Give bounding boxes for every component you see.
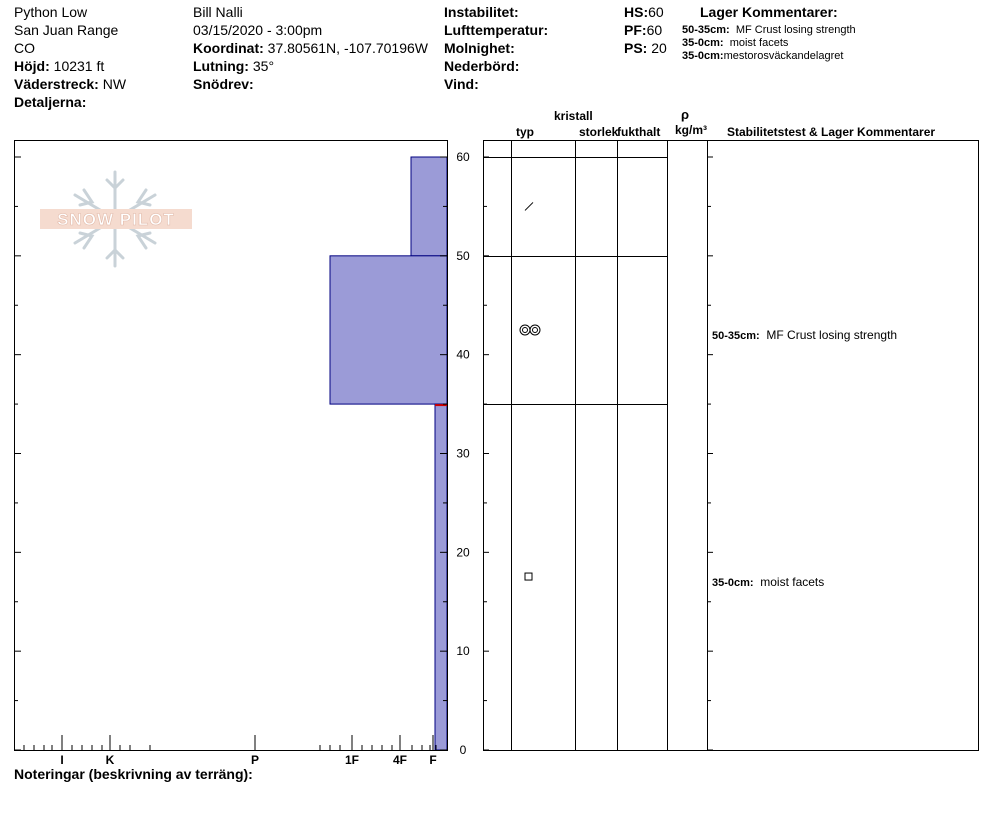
melt-form-inner bbox=[533, 327, 538, 332]
state: CO bbox=[14, 40, 35, 56]
crystal-header: kristall bbox=[554, 109, 593, 123]
x-tick-label: P bbox=[250, 753, 260, 767]
x-tick-label: 1F bbox=[344, 753, 360, 767]
layer-comment-range: 35-0cm: bbox=[682, 37, 724, 49]
density-unit: kg/m³ bbox=[675, 123, 708, 137]
table-comment-text: MF Crust losing strength bbox=[766, 328, 898, 342]
wind-label: Vind: bbox=[444, 76, 479, 92]
observer-name: Bill Nalli bbox=[193, 4, 243, 20]
location-name: Python Low bbox=[14, 4, 88, 20]
aspect-value: NW bbox=[102, 76, 127, 92]
layer-comment-text: mestorosväckandelagret bbox=[723, 50, 844, 62]
notes-label: Noteringar (beskrivning av terräng): bbox=[14, 766, 253, 782]
y-tick-label: 30 bbox=[456, 446, 470, 461]
precipitation-particles-icon bbox=[525, 202, 533, 210]
x-tick-label: I bbox=[60, 753, 64, 767]
y-tick-label: 10 bbox=[456, 644, 470, 659]
y-tick-label: 40 bbox=[456, 347, 470, 362]
air-temp-label: Lufttemperatur: bbox=[444, 22, 549, 38]
melt-form-outer bbox=[530, 325, 540, 335]
layer-comment-text: MF Crust losing strength bbox=[735, 24, 856, 36]
slope-label: Lutning: bbox=[193, 58, 249, 74]
hs-value: 60 bbox=[648, 4, 664, 20]
slope-value: 35° bbox=[252, 58, 275, 74]
melt-forms-icon bbox=[520, 325, 540, 335]
pf-value: 60 bbox=[646, 22, 663, 38]
type-header: typ bbox=[516, 125, 534, 139]
cloud-label: Molnighet: bbox=[444, 40, 515, 56]
coordinate-value: 37.80561N, -107.70196W bbox=[267, 40, 428, 56]
aspect-label: Väderstreck: bbox=[14, 76, 99, 92]
elevation-label: Höjd: bbox=[14, 58, 50, 74]
precip-label: Nederbörd: bbox=[444, 58, 520, 74]
mountain-range: San Juan Range bbox=[14, 22, 119, 38]
drift-label: Snödrev: bbox=[193, 76, 254, 92]
ps-label: PS: bbox=[624, 40, 648, 56]
elevation-value: 10231 ft bbox=[53, 58, 105, 74]
melt-form-inner bbox=[523, 327, 528, 332]
density-symbol: ρ bbox=[681, 107, 690, 122]
snowpilot-logo bbox=[40, 172, 192, 266]
hs-label: HS: bbox=[624, 4, 649, 20]
coordinate-label: Koordinat: bbox=[193, 40, 264, 56]
x-tick-label: F bbox=[429, 753, 437, 767]
hardness-layer bbox=[411, 157, 447, 256]
ps-value: 20 bbox=[651, 40, 667, 56]
x-tick-label: K bbox=[105, 753, 115, 767]
instability-label: Instabilitet: bbox=[444, 4, 519, 20]
melt-form-outer bbox=[520, 325, 530, 335]
layer-table-frame bbox=[484, 141, 979, 751]
layer-comment-range: 50-35cm: bbox=[682, 24, 730, 36]
stability-header: Stabilitetstest & Lager Kommentarer bbox=[727, 125, 936, 139]
x-tick-label: 4F bbox=[392, 753, 408, 767]
hardness-layer bbox=[330, 256, 447, 404]
moisture-header: fukthalt bbox=[617, 125, 661, 139]
table-comment-range: 35-0cm: bbox=[712, 577, 754, 589]
logo-text: SNOW PILOT bbox=[57, 210, 175, 229]
faceted-crystals-icon bbox=[525, 573, 532, 580]
y-tick-label: 60 bbox=[456, 150, 470, 164]
observation-datetime: 03/15/2020 - 3:00pm bbox=[193, 22, 323, 38]
y-tick-label: 20 bbox=[456, 545, 470, 560]
table-comment-text: moist facets bbox=[760, 575, 825, 589]
y-tick-label: 0 bbox=[459, 743, 467, 757]
hardness-layer bbox=[435, 404, 447, 750]
y-tick-label: 50 bbox=[456, 248, 470, 263]
details-label: Detaljerna: bbox=[14, 94, 87, 110]
size-header: storlek bbox=[579, 125, 619, 139]
layer-comment-text: moist facets bbox=[729, 37, 789, 49]
table-comment-range: 50-35cm: bbox=[712, 330, 760, 342]
layer-comments-title: Lager Kommentarer: bbox=[700, 4, 838, 20]
layer-comment-range: 35-0cm: bbox=[682, 50, 724, 62]
pf-label: PF: bbox=[624, 22, 647, 38]
